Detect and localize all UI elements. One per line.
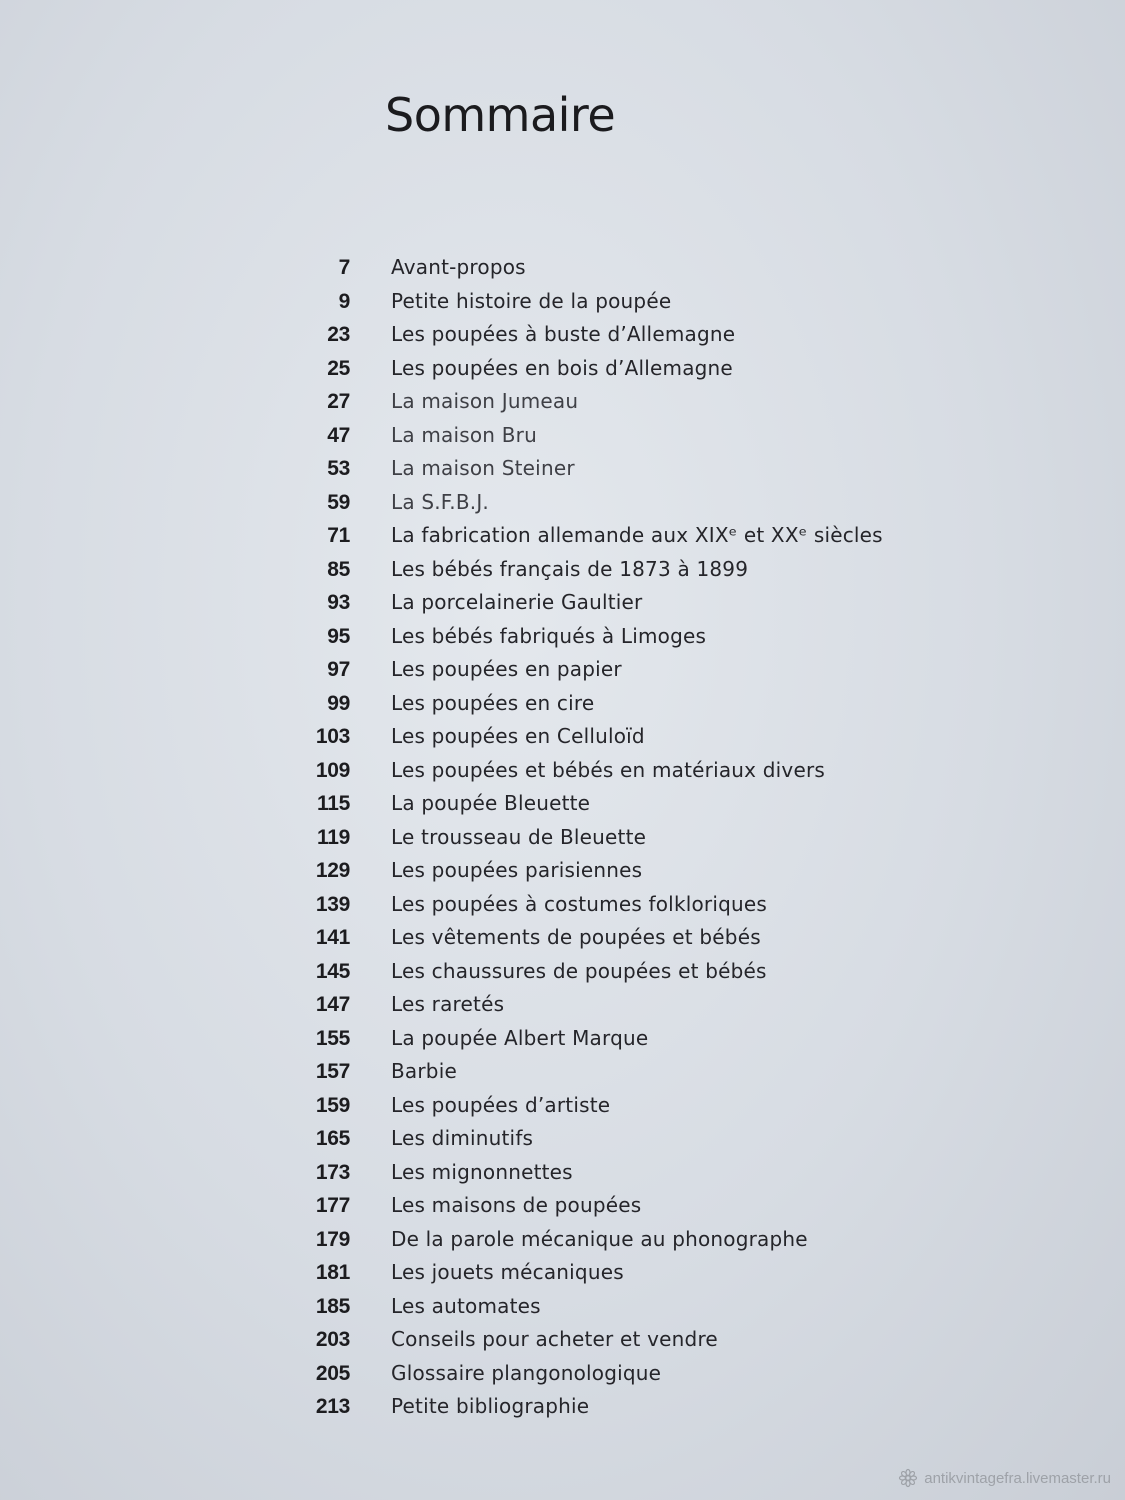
toc-row (270, 523, 890, 557)
toc-row (270, 1026, 890, 1060)
toc-page-number: 103 (315, 725, 350, 748)
toc-entry-title: Les mignonnettes (391, 1159, 573, 1184)
toc-entry-title: Les maisons de poupées (391, 1193, 642, 1217)
toc-page-number: 213 (315, 1395, 350, 1418)
toc-row (270, 322, 890, 356)
toc-row (270, 1059, 890, 1093)
toc-page-number: 27 (327, 390, 350, 413)
toc-entry-title: Les raretés (391, 992, 505, 1016)
toc-entry-title: Les automates (391, 1293, 541, 1318)
toc-entry-title: Les poupées en papier (391, 657, 622, 681)
toc-row (270, 691, 890, 725)
toc-row (270, 1361, 890, 1395)
page-title: Sommaire (385, 88, 616, 142)
toc-page-number: 115 (317, 792, 350, 815)
toc-page-number: 141 (315, 926, 350, 949)
toc-page-number: 47 (327, 423, 350, 447)
toc-page-number: 177 (315, 1194, 350, 1217)
toc-row (270, 1193, 890, 1227)
toc-entry-title: Les vêtements de poupées et bébés (391, 925, 761, 949)
toc-entry-title: Les poupées parisiennes (391, 858, 643, 882)
toc-entry-title: Glossaire plangonologique (391, 1360, 662, 1385)
toc-row (270, 1294, 890, 1328)
toc-page-number: 181 (315, 1261, 350, 1284)
toc-row (270, 858, 890, 892)
toc-entry-title: La poupée Albert Marque (391, 1025, 649, 1050)
toc-row (270, 289, 890, 323)
toc-page-number: 145 (315, 959, 350, 983)
toc-entry-title: Les poupées en Celluloïd (391, 724, 645, 748)
toc-entry-title: Conseils pour acheter et vendre (391, 1327, 718, 1351)
toc-row (270, 1160, 890, 1194)
toc-entry-title: La maison Steiner (391, 456, 575, 480)
toc-page-number: 119 (317, 825, 350, 849)
toc-entry-title: Les bébés fabriqués à Limoges (391, 623, 707, 648)
toc-page-number: 165 (315, 1127, 350, 1150)
toc-entry-title: Petite histoire de la poupée (391, 288, 672, 313)
toc-page-number: 139 (315, 892, 350, 916)
toc-row (270, 624, 890, 658)
toc-page-number: 185 (315, 1294, 350, 1318)
toc-entry-title: La maison Bru (391, 422, 537, 447)
toc-row (270, 724, 890, 758)
toc-entry-title: Les poupées et bébés en matériaux divers (391, 757, 826, 782)
toc-page-number: 97 (327, 658, 350, 681)
toc-row (270, 389, 890, 423)
toc-entry-title: Les poupées en cire (391, 690, 595, 715)
toc-row (270, 490, 890, 524)
toc-page-number: 23 (327, 323, 350, 346)
toc-row (270, 423, 890, 457)
toc-entry-title: La poupée Bleuette (391, 791, 591, 815)
toc-entry-title: Les diminutifs (391, 1126, 534, 1150)
toc-page-number: 155 (315, 1026, 350, 1050)
toc-page-number: 109 (315, 758, 350, 782)
toc-page-number: 159 (315, 1093, 350, 1117)
toc-entry-title: Avant-propos (391, 255, 526, 279)
toc-row (270, 1394, 890, 1428)
toc-entry-title: Les bébés français de 1873 à 1899 (391, 556, 749, 581)
toc-page-number: 173 (315, 1160, 350, 1184)
toc-row (270, 959, 890, 993)
toc-row (270, 1327, 890, 1361)
toc-page-number: 99 (327, 691, 350, 715)
toc-page-number: 7 (338, 256, 350, 279)
toc-entry-title: Les poupées en bois d’Allemagne (391, 355, 733, 380)
toc-row (270, 557, 890, 591)
toc-row (270, 1126, 890, 1160)
toc-entry-title: Les poupées à buste d’Allemagne (391, 322, 736, 346)
toc-row (270, 657, 890, 691)
toc-entry-title: Les poupées d’artiste (391, 1092, 611, 1117)
toc-row (270, 590, 890, 624)
toc-entry-title: Barbie (391, 1059, 457, 1083)
flower-icon (898, 1468, 918, 1488)
toc-page-number: 93 (327, 591, 350, 614)
toc-page-number: 179 (315, 1227, 350, 1251)
toc-row (270, 892, 890, 926)
toc-page-number: 85 (327, 557, 350, 581)
toc-entry-title: La maison Jumeau (391, 389, 579, 413)
table-of-contents (270, 255, 890, 1428)
toc-page-number: 129 (315, 859, 350, 882)
toc-entry-title: La fabrication allemande aux XIXᵉ et XXᵉ siècles (391, 523, 883, 547)
watermark-text: antikvintagefra.livemaster.ru (924, 1469, 1111, 1487)
toc-row (270, 255, 890, 289)
toc-row (270, 1227, 890, 1261)
toc-row (270, 825, 890, 859)
toc-page-number: 71 (327, 524, 350, 547)
toc-page-number: 203 (315, 1328, 350, 1351)
toc-entry-title: Le trousseau de Bleuette (391, 824, 647, 849)
toc-page-number: 95 (327, 624, 350, 648)
toc-page-number: 53 (327, 457, 350, 480)
toc-entry-title: De la parole mécanique au phonographe (391, 1226, 808, 1251)
watermark (898, 1468, 1111, 1488)
toc-page-number: 9 (338, 289, 350, 313)
toc-row (270, 758, 890, 792)
toc-page-number: 147 (315, 993, 350, 1016)
toc-page-number: 205 (315, 1361, 350, 1385)
toc-entry-title: La porcelainerie Gaultier (391, 590, 643, 614)
toc-row (270, 1260, 890, 1294)
toc-entry-title: Les jouets mécaniques (391, 1260, 624, 1284)
toc-entry-title: Les chaussures de poupées et bébés (391, 958, 767, 983)
toc-page-number: 157 (315, 1060, 350, 1083)
toc-page-number: 25 (327, 356, 350, 380)
toc-entry-title: La S.F.B.J. (391, 489, 489, 514)
toc-row (270, 925, 890, 959)
toc-entry-title: Petite bibliographie (391, 1394, 590, 1418)
toc-entry-title: Les poupées à costumes folkloriques (391, 891, 767, 916)
toc-row (270, 791, 890, 825)
toc-page-number: 59 (327, 490, 350, 514)
toc-row (270, 992, 890, 1026)
toc-row (270, 456, 890, 490)
toc-row (270, 356, 890, 390)
toc-row (270, 1093, 890, 1127)
